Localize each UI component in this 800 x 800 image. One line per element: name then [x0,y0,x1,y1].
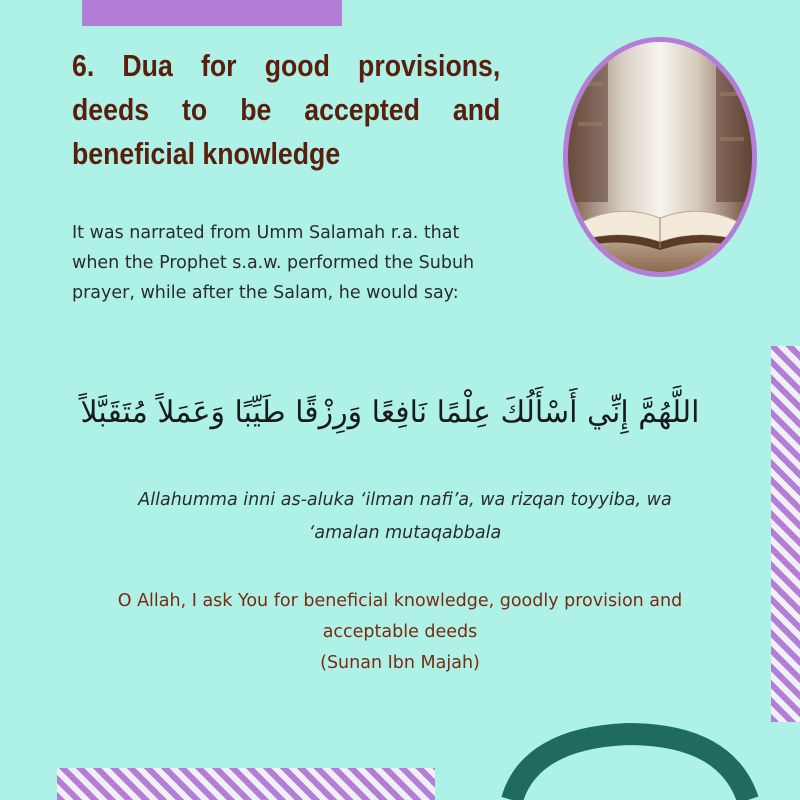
intro-line: prayer, while after the Salam, he would say: [72,283,459,303]
intro-line: when the Prophet s.a.w. performed the Subuh [72,253,475,273]
decorative-stripes-right [771,346,800,722]
translation [60,586,740,648]
transliteration [80,484,730,550]
decorative-stripes-bottom [57,768,435,800]
intro-paragraph [72,218,542,308]
transliteration-line: ‘amalan mutaqabbala [308,523,502,543]
page-title: 6. Dua for good provisions, deeds to be accepted and beneficial knowledge [72,48,501,171]
translation-line: O Allah, I ask You for beneficial knowledge, goodly provision and [117,591,683,611]
decorative-green-arc [500,720,800,800]
decorative-top-bar [82,0,342,26]
arabic-dua: اللَّهُمَّ إِنِّي أَسْأَلُكَ عِلْمًا نَافِعًا وَرِزْقًا طَيِّبًا وَعَمَلاً مُتَقَبَّلاً [80,395,700,430]
library-book-photo [563,37,757,277]
intro-line: It was narrated from Umm Salamah r.a. that [72,223,460,243]
transliteration-line: Allahumma inni as-aluka ‘ilman nafi’a, wa rizqan toyyiba, wa [138,490,672,510]
open-book-icon [568,42,752,272]
hadith-source: (Sunan Ibn Majah) [320,653,480,673]
translation-line: acceptable deeds [322,622,478,642]
